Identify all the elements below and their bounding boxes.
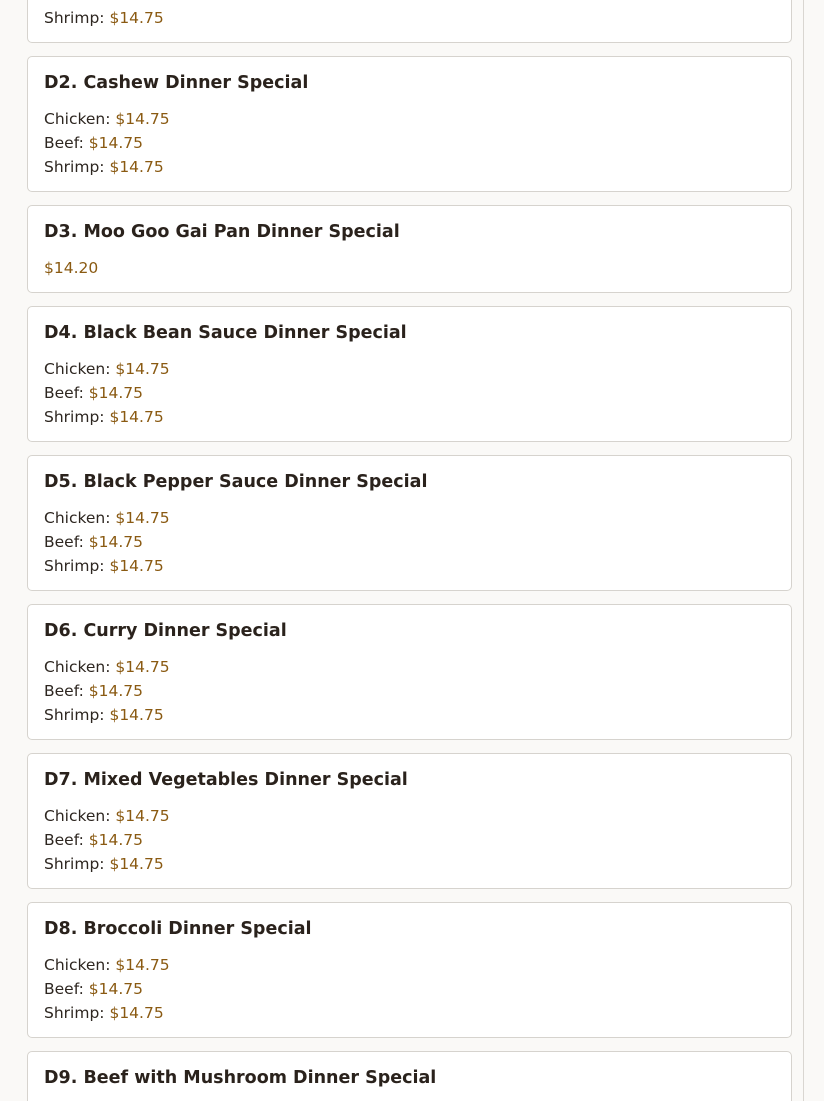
price-option-label: Chicken: <box>44 658 111 676</box>
menu-item-card <box>27 205 792 293</box>
price-option-label: Shrimp: <box>44 706 105 724</box>
price-option-label: Shrimp: <box>44 855 105 873</box>
price-value: $14.75 <box>115 956 170 974</box>
menu-item-card <box>27 455 792 591</box>
price-line <box>44 405 775 429</box>
menu-item-card <box>27 753 792 889</box>
price-value: $14.75 <box>115 658 170 676</box>
menu-item-title: D7. Mixed Vegetables Dinner Special <box>44 770 408 790</box>
price-value: $14.75 <box>88 384 144 402</box>
menu-item-title: D3. Moo Goo Gai Pan Dinner Special <box>44 222 400 242</box>
price-line <box>44 131 775 155</box>
menu-item-title: D5. Black Pepper Sauce Dinner Special <box>44 472 428 492</box>
price-option-label: Beef: <box>44 533 84 551</box>
menu-item-card <box>27 306 792 442</box>
price-value: $14.75 <box>88 980 144 998</box>
price-option-label: Beef: <box>44 682 84 700</box>
menu-item-title: D8. Broccoli Dinner Special <box>44 919 312 939</box>
menu-item-title: D2. Cashew Dinner Special <box>44 73 309 93</box>
price-line <box>44 107 775 131</box>
price-option-label: Chicken: <box>44 509 111 527</box>
menu-item-card <box>27 902 792 1038</box>
page-edge-divider <box>803 0 804 1101</box>
price-option-label: Beef: <box>44 831 84 849</box>
price-line <box>44 679 775 703</box>
price-line <box>44 828 775 852</box>
menu-item-card <box>27 604 792 740</box>
price-value: $14.75 <box>88 831 144 849</box>
price-line <box>44 381 775 405</box>
price-option-label: Shrimp: <box>44 408 105 426</box>
price-line <box>44 703 775 727</box>
price-line <box>44 977 775 1001</box>
price-line <box>44 256 775 280</box>
price-line <box>44 6 775 30</box>
price-line <box>44 155 775 179</box>
price-line <box>44 530 775 554</box>
price-value: $14.75 <box>109 9 164 27</box>
menu-item-card <box>27 56 792 192</box>
menu-item-title: D9. Beef with Mushroom Dinner Special <box>44 1068 437 1088</box>
menu-item-card <box>27 1051 792 1101</box>
price-option-label: Shrimp: <box>44 158 105 176</box>
menu-item-title: D4. Black Bean Sauce Dinner Special <box>44 323 407 343</box>
menu-item-card <box>27 0 792 43</box>
price-option-label: Chicken: <box>44 360 111 378</box>
dinner-specials-list <box>27 0 792 1101</box>
price-option-label: Shrimp: <box>44 1004 105 1022</box>
price-value: $14.75 <box>115 360 170 378</box>
price-option-label: Shrimp: <box>44 9 105 27</box>
price-line <box>44 804 775 828</box>
price-option-label: Beef: <box>44 384 84 402</box>
price-option-label: Chicken: <box>44 807 111 825</box>
price-value: $14.75 <box>109 408 164 426</box>
price-value: $14.75 <box>88 533 144 551</box>
price-value: $14.75 <box>109 158 164 176</box>
price-value: $14.75 <box>115 110 170 128</box>
price-line <box>44 357 775 381</box>
price-option-label: Beef: <box>44 980 84 998</box>
price-line <box>44 953 775 977</box>
price-value: $14.75 <box>109 1004 164 1022</box>
menu-item-title: D6. Curry Dinner Special <box>44 621 287 641</box>
price-value: $14.20 <box>44 259 99 277</box>
price-option-label: Chicken: <box>44 110 111 128</box>
price-line <box>44 554 775 578</box>
price-line <box>44 655 775 679</box>
price-line <box>44 852 775 876</box>
price-value: $14.75 <box>115 509 170 527</box>
price-line <box>44 506 775 530</box>
price-value: $14.75 <box>115 807 170 825</box>
price-line <box>44 1001 775 1025</box>
price-value: $14.75 <box>109 855 164 873</box>
price-option-label: Beef: <box>44 134 84 152</box>
price-value: $14.75 <box>109 706 164 724</box>
price-option-label: Shrimp: <box>44 557 105 575</box>
price-value: $14.75 <box>88 134 144 152</box>
price-value: $14.75 <box>109 557 164 575</box>
price-value: $14.75 <box>88 682 144 700</box>
price-option-label: Chicken: <box>44 956 111 974</box>
